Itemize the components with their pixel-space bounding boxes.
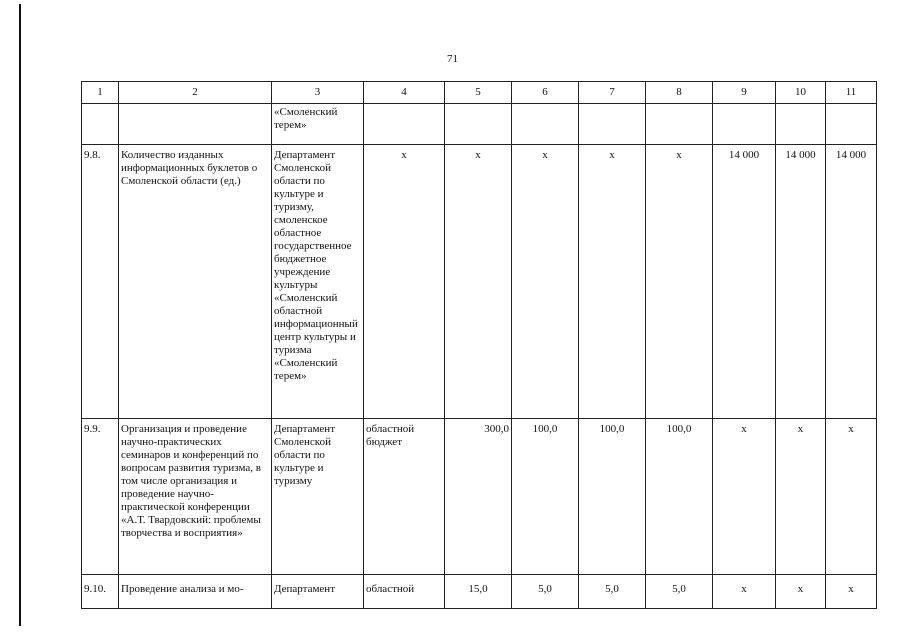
responsible-party: «Смоленский терем» — [272, 104, 364, 145]
row-number — [82, 104, 119, 145]
funding-source: областной бюджет — [364, 419, 445, 575]
header-cell: 6 — [512, 82, 579, 104]
header-cell: 3 — [272, 82, 364, 104]
value-cell: 14 000 — [713, 145, 776, 419]
value-cell: 100,0 — [646, 419, 713, 575]
value-cell — [445, 104, 512, 145]
value-cell: х — [826, 419, 877, 575]
value-cell: 5,0 — [646, 575, 713, 609]
header-cell: 11 — [826, 82, 877, 104]
row-number: 9.10. — [82, 575, 119, 609]
value-cell: х — [445, 145, 512, 419]
value-cell — [826, 104, 877, 145]
value-cell: 15,0 — [445, 575, 512, 609]
value-cell — [713, 104, 776, 145]
indicator-name: Количество изданных информационных буклетов о Смоленской области (ед.) — [119, 145, 272, 419]
table-row — [82, 145, 877, 419]
table-row — [82, 419, 877, 575]
table-row — [82, 575, 877, 609]
value-cell: х — [776, 575, 826, 609]
header-cell: 2 — [119, 82, 272, 104]
header-cell: 4 — [364, 82, 445, 104]
left-margin-rule — [19, 4, 21, 626]
header-cell: 5 — [445, 82, 512, 104]
funding-source — [364, 104, 445, 145]
header-cell: 7 — [579, 82, 646, 104]
value-cell: х — [579, 145, 646, 419]
value-cell: х — [512, 145, 579, 419]
header-cell: 9 — [713, 82, 776, 104]
funding-source: х — [364, 145, 445, 419]
value-cell: 300,0 — [445, 419, 512, 575]
value-cell: 5,0 — [512, 575, 579, 609]
row-number: 9.9. — [82, 419, 119, 575]
value-cell: 100,0 — [579, 419, 646, 575]
value-cell — [579, 104, 646, 145]
funding-source: областной — [364, 575, 445, 609]
value-cell: 14 000 — [776, 145, 826, 419]
value-cell: х — [646, 145, 713, 419]
value-cell: х — [776, 419, 826, 575]
responsible-party: Департамент Смоленской области по культуре и туризму, смоленское областное государственное бюджетное учреждение культуры «Смоленский областной информационный центр культуры и туризма «Смоленский терем» — [272, 145, 364, 419]
value-cell: 100,0 — [512, 419, 579, 575]
value-cell: 5,0 — [579, 575, 646, 609]
indicator-name — [119, 104, 272, 145]
value-cell: х — [826, 575, 877, 609]
responsible-party: Департамент — [272, 575, 364, 609]
value-cell: х — [713, 419, 776, 575]
page-number: 71 — [447, 53, 458, 65]
row-number: 9.8. — [82, 145, 119, 419]
responsible-party: Департамент Смоленской области по культуре и туризму — [272, 419, 364, 575]
header-cell: 8 — [646, 82, 713, 104]
value-cell — [512, 104, 579, 145]
table-header-row — [82, 82, 877, 104]
header-cell: 10 — [776, 82, 826, 104]
program-table — [81, 81, 877, 609]
indicator-name: Проведение анализа и мо- — [119, 575, 272, 609]
indicator-name: Организация и проведение научно-практических семинаров и конференций по вопросам развития туризма, в том числе организация и проведение научно-практической конференции «А.Т. Твардовский: проблемы творчества и восприятия» — [119, 419, 272, 575]
value-cell — [646, 104, 713, 145]
value-cell: 14 000 — [826, 145, 877, 419]
value-cell: х — [713, 575, 776, 609]
table-row — [82, 104, 877, 145]
header-cell: 1 — [82, 82, 119, 104]
value-cell — [776, 104, 826, 145]
